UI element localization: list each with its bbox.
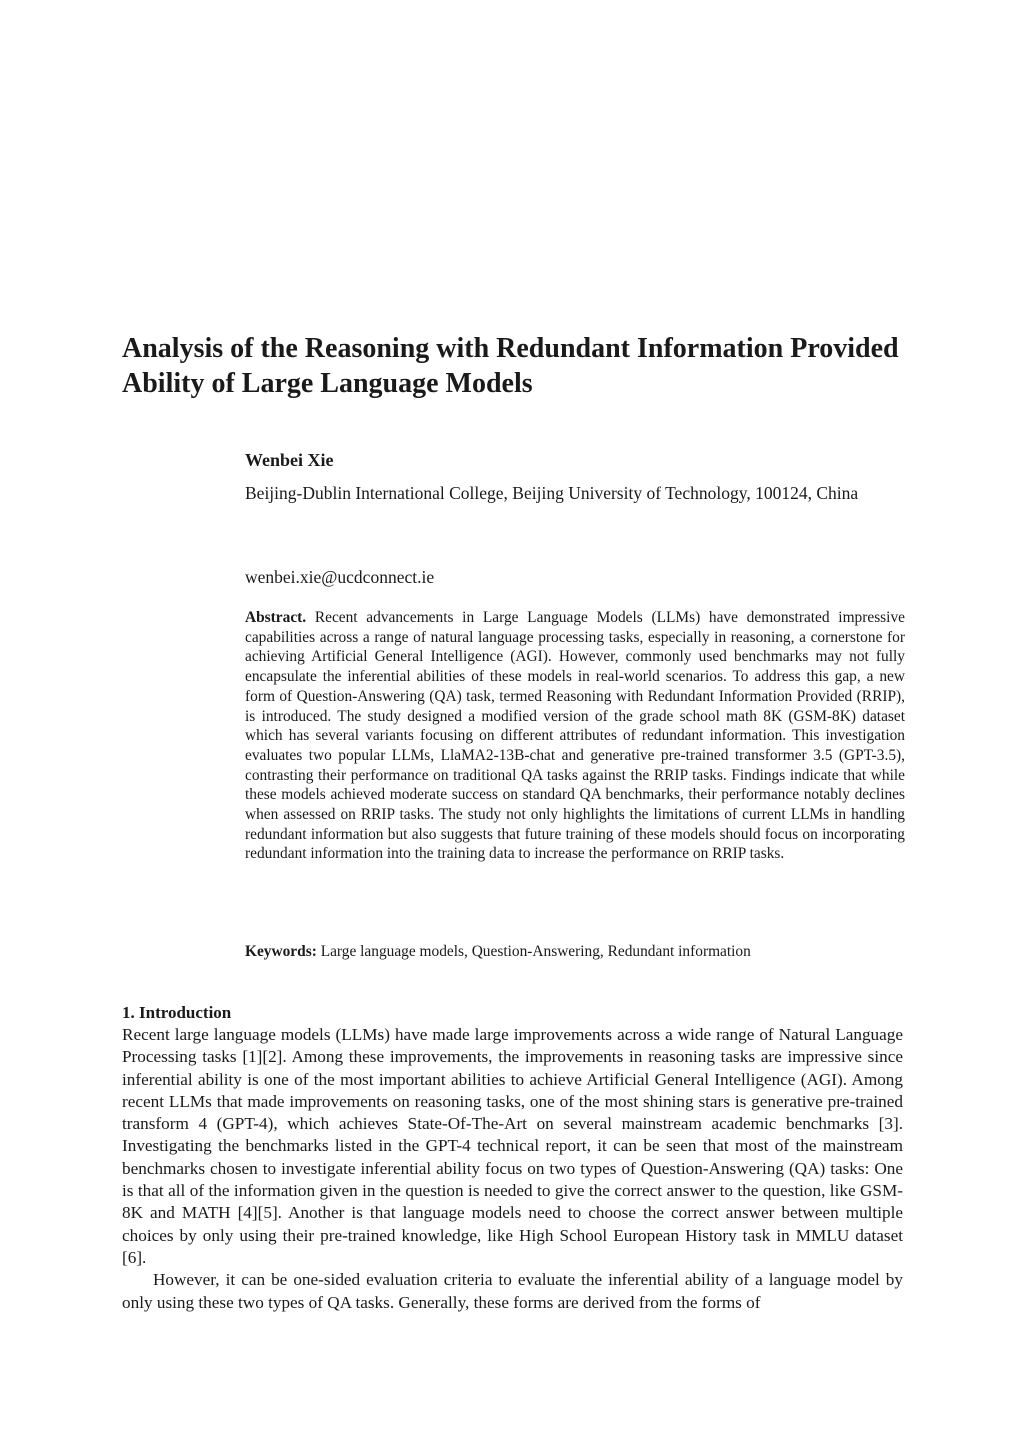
abstract (245, 608, 905, 864)
section-heading-introduction: 1. Introduction (122, 1003, 232, 1022)
author-email[interactable]: wenbei.xie@ucdconnect.ie (245, 567, 435, 587)
abstract-label: Abstract. (245, 609, 307, 626)
author-affiliation: Beijing-Dublin International College, Beijing University of Technology, 100124, China (245, 483, 859, 503)
keywords (245, 942, 905, 962)
paragraph: However, it can be one-sided evaluation criteria to evaluate the inferential ability of a language model by only using these two types of QA tasks. Generally, these forms are derived from the forms of (122, 1270, 903, 1312)
keywords-label: Keywords: (245, 943, 317, 960)
abstract-text: Recent advancements in Large Language Models (LLMs) have demonstrated impressive capabilities across a range of natural language processing tasks, especially in reasoning, a cornerstone for achieving Artificial General Intelligence (AGI). However, commonly used benchmarks may not fully encapsulate the inferential abilities of these models in real-world scenarios. To address this gap, a new form of Question-Answering (QA) task, termed Reasoning with Redundant Information Provided (RRIP), is introduced. The study designed a modified version of the grade school math 8K (GSM-8K) dataset which has several variants focusing on different attributes of redundant information. This investigation evaluates two popular LLMs, LlaMA2-13B-chat and generative pre-trained transformer 3.5 (GPT-3.5), contrasting their performance on traditional QA tasks against the RRIP tasks. Findings indicate that while these models achieved moderate success on standard QA benchmarks, their performance notably declines when assessed on RRIP tasks. The study not only highlights the limitations of current LLMs in handling redundant information but also suggests that future training of these models should focus on incorporating redundant information into the training data to increase the performance on RRIP tasks. (245, 609, 905, 863)
keywords-text: Large language models, Question-Answering, Redundant information (320, 943, 751, 960)
author-name: Wenbei Xie (245, 450, 334, 470)
introduction-body (122, 1024, 903, 1314)
paper-title: Analysis of the Reasoning with Redundant Information Provided Ability of Large Language Models (122, 333, 899, 399)
paragraph: Recent large language models (LLMs) have made large improvements across a wide range of Natural Language Processing tasks [1][2]. Among these improvements, the improvements in reasoning tasks are impressive since inferential ability is one of the most important abilities to achieve Artificial General Intelligence (AGI). Among recent LLMs that made improvements on reasoning tasks, one of the most shining stars is generative pre-trained transform 4 (GPT-4), which achieves State-Of-The-Art on several mainstream academic benchmarks [3]. Investigating the benchmarks listed in the GPT-4 technical report, it can be seen that most of the mainstream benchmarks chosen to investigate inferential ability focus on two types of Question-Answering (QA) tasks: One is that all of the information given in the question is needed to give the correct answer to the question, like GSM-8K and MATH [4][5]. Another is that language models need to choose the correct answer between multiple choices by only using their pre-trained knowledge, like High School European History task in MMLU dataset [6]. (122, 1025, 903, 1267)
